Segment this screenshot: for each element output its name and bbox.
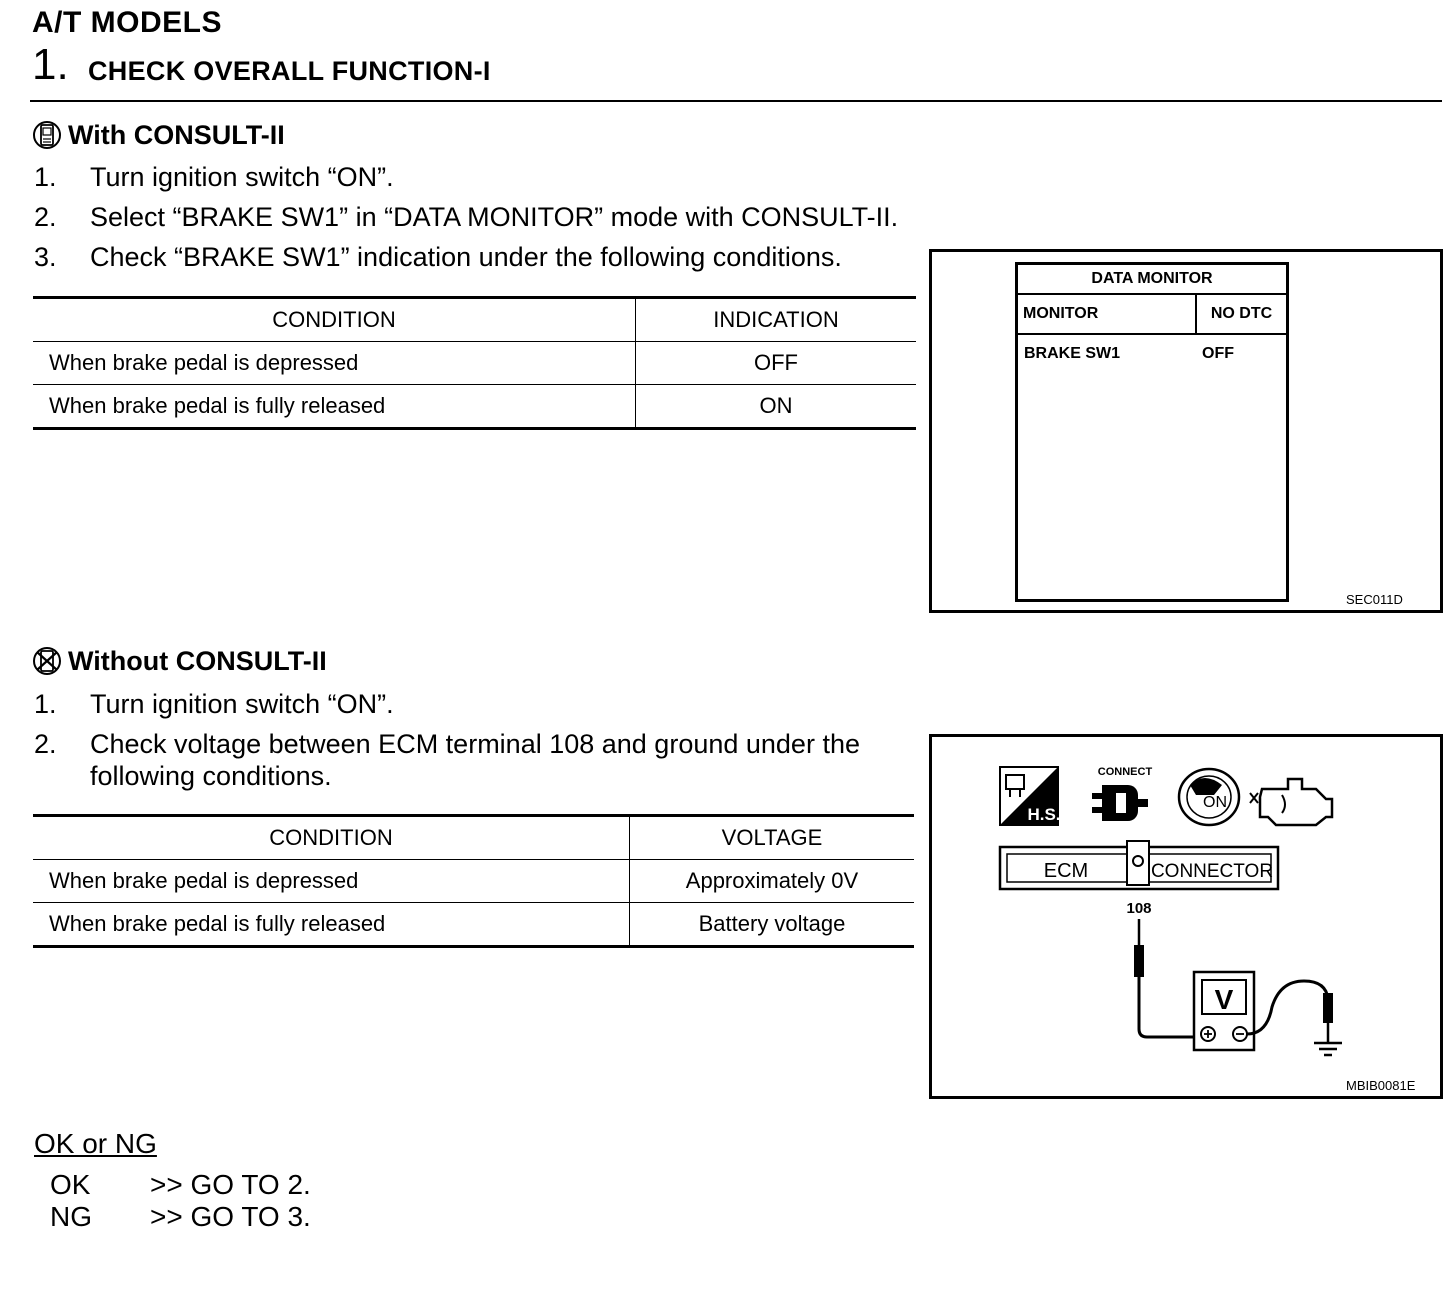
figure-code: SEC011D — [1346, 592, 1403, 607]
connect-label: CONNECT — [1097, 766, 1153, 778]
table-cell: When brake pedal is depressed — [33, 860, 630, 903]
ok-or-ng-heading: OK or NG — [34, 1128, 157, 1159]
hs-label: H.S. — [1027, 805, 1061, 824]
voltage-check-figure — [929, 734, 1443, 1099]
no-consult-icon — [32, 646, 62, 676]
engine-icon — [1250, 779, 1332, 825]
list-item: 1. Turn ignition switch “ON”. — [34, 689, 394, 719]
ignition-key-icon — [1179, 769, 1239, 825]
table-cell: Approximately 0V — [630, 860, 915, 903]
table-row — [33, 385, 916, 429]
monitor-item: BRAKE SW1 — [1024, 345, 1121, 362]
table-cell: When brake pedal is fully released — [33, 385, 636, 429]
ecm-label: ECM — [1043, 860, 1089, 882]
without-consult-label: Without CONSULT-II — [68, 646, 327, 676]
ecm-connector — [1000, 841, 1278, 889]
with-consult-label: With CONSULT-II — [68, 120, 285, 150]
result-ok-label: OK — [50, 1169, 91, 1200]
table-header-cell: INDICATION — [636, 298, 917, 342]
result-ng-action: >> GO TO 3. — [150, 1201, 311, 1232]
with-consult-heading — [32, 120, 285, 151]
result-ok-action: >> GO TO 2. — [150, 1169, 311, 1200]
harness-side-icon — [1000, 767, 1061, 825]
consult-tester-icon — [32, 120, 62, 150]
monitor-column-header: MONITOR — [1018, 295, 1197, 333]
ground-icon — [1314, 1043, 1342, 1055]
table-row — [33, 860, 914, 903]
table-header-row — [33, 298, 916, 342]
screen-title: DATA MONITOR — [1018, 265, 1286, 295]
with-consult-steps — [34, 161, 934, 281]
monitor-value: OFF — [1202, 345, 1234, 362]
list-item: 2. Select “BRAKE SW1” in “DATA MONITOR” mode with CONSULT-II. — [34, 202, 899, 232]
table-cell: ON — [636, 385, 917, 429]
table-row — [33, 342, 916, 385]
monitor-row — [1018, 335, 1286, 363]
voltage-table — [33, 814, 914, 948]
table-cell: When brake pedal is depressed — [33, 342, 636, 385]
voltmeter-icon — [1194, 972, 1254, 1050]
result-ng-label: NG — [50, 1201, 92, 1232]
step-number: 1. — [32, 40, 69, 89]
connector-label: CONNECTOR — [1150, 861, 1274, 882]
voltmeter-label: V — [1214, 984, 1234, 1015]
list-item: 1. Turn ignition switch “ON”. — [34, 162, 394, 192]
table-header-cell: VOLTAGE — [630, 816, 915, 860]
list-item: 2. Check voltage between ECM terminal 108 and ground under the following conditions. — [34, 729, 860, 791]
indication-table — [33, 296, 916, 430]
table-header-row — [33, 816, 914, 860]
dtc-status: NO DTC — [1210, 305, 1273, 322]
without-consult-heading — [32, 646, 327, 677]
table-cell: OFF — [636, 342, 917, 385]
on-label: ON — [1203, 794, 1227, 811]
table-cell: When brake pedal is fully released — [33, 903, 630, 947]
screen-header-row — [1018, 295, 1286, 335]
ground-lead — [1247, 981, 1333, 1043]
connect-icon — [1092, 766, 1152, 821]
list-item: 3. Check “BRAKE SW1” indication under the following conditions. — [34, 242, 842, 272]
table-row — [33, 903, 914, 947]
data-monitor-figure — [929, 249, 1443, 613]
figure-code: MBIB0081E — [1346, 1078, 1416, 1093]
consult-screen — [1015, 262, 1289, 602]
table-header-cell: CONDITION — [33, 816, 630, 860]
table-header-cell: CONDITION — [33, 298, 636, 342]
step-title: CHECK OVERALL FUNCTION-I — [88, 56, 491, 86]
table-cell: Battery voltage — [630, 903, 915, 947]
model-title: A/T MODELS — [32, 6, 222, 39]
wiring-diagram — [932, 737, 1440, 1096]
header-divider — [30, 100, 1442, 102]
terminal-number: 108 — [1126, 900, 1152, 917]
without-consult-steps — [34, 688, 916, 800]
